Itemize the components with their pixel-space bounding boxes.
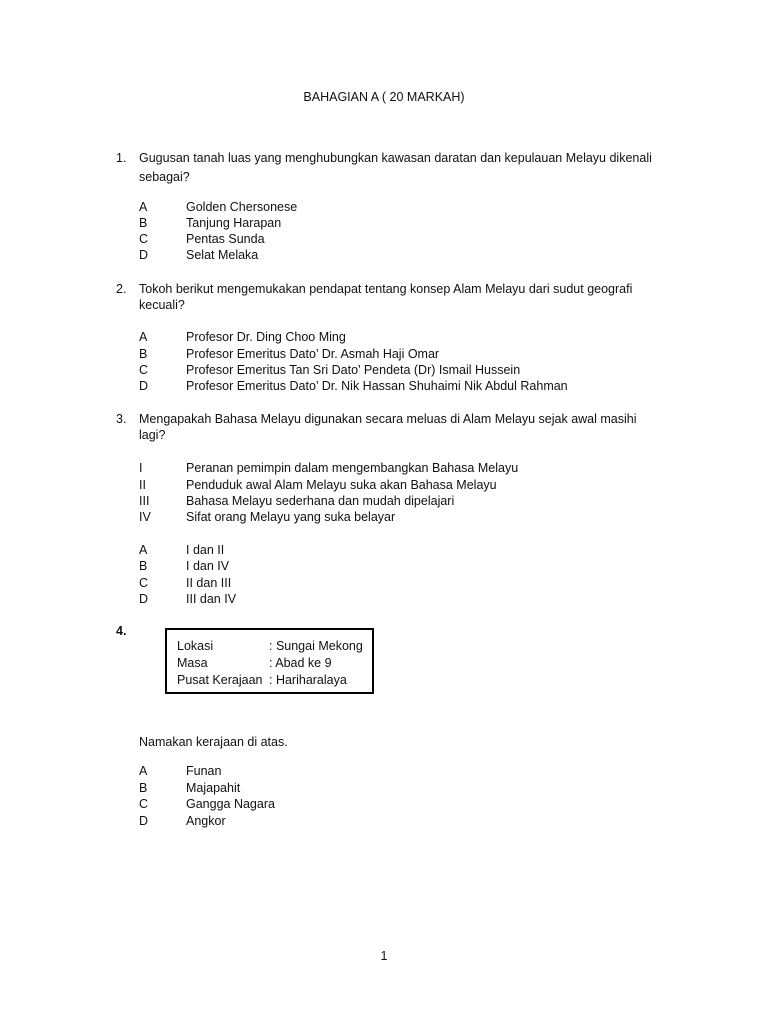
info-label-masa: Masa [177, 656, 208, 670]
question-2-text-line-2: kecuali? [139, 298, 185, 312]
q3-option-c-letter: C [139, 576, 149, 590]
q1-option-a-letter: A [139, 200, 148, 214]
q1-option-b-text: Tanjung Harapan [186, 216, 282, 230]
q1-option-a-text: Golden Chersonese [186, 200, 298, 214]
q3-option-b-text: I dan IV [186, 559, 230, 573]
q2-option-c-text: Profesor Emeritus Tan Sri Dato’ Pendeta (Dr) Ismail Hussein [186, 363, 521, 377]
q2-option-b-text: Profesor Emeritus Dato’ Dr. Asmah Haji Omar [186, 347, 440, 361]
info-value-pusat-kerajaan: : Hariharalaya [269, 673, 347, 687]
q1-option-d-letter: D [139, 248, 149, 262]
q3-statement-iii-text: Bahasa Melayu sederhana dan mudah dipelajari [186, 494, 455, 508]
info-label-lokasi: Lokasi [177, 639, 214, 653]
q3-option-a-text: I dan II [186, 543, 225, 557]
question-3-text-line-1: Mengapakah Bahasa Melayu digunakan secara meluas di Alam Melayu sejak awal masihi [139, 412, 637, 426]
question-2-number: 2. [116, 282, 127, 296]
q1-option-c-text: Pentas Sunda [186, 232, 265, 246]
q3-statement-iii-numeral: III [139, 494, 150, 508]
info-box [165, 628, 374, 694]
info-row-masa [167, 655, 372, 672]
q1-option-d-text: Selat Melaka [186, 248, 259, 262]
q4-option-d-letter: D [139, 814, 149, 828]
question-3-number: 3. [116, 412, 127, 426]
info-row-lokasi [167, 638, 372, 655]
q4-option-b-text: Majapahit [186, 781, 241, 795]
q4-option-b-letter: B [139, 781, 148, 795]
question-1-number: 1. [116, 151, 127, 165]
q2-option-d-text: Profesor Emeritus Dato’ Dr. Nik Hassan Shuhaimi Nik Abdul Rahman [186, 379, 568, 393]
q2-option-a-letter: A [139, 330, 148, 344]
q2-option-d-letter: D [139, 379, 149, 393]
info-value-masa: : Abad ke 9 [269, 656, 332, 670]
q3-statement-iv-text: Sifat orang Melayu yang suka belayar [186, 510, 396, 524]
q3-statement-iv-numeral: IV [139, 510, 151, 524]
q4-option-a-letter: A [139, 764, 148, 778]
question-4-prompt: Namakan kerajaan di atas. [139, 735, 288, 749]
info-row-pusat-kerajaan [167, 672, 372, 689]
question-4-number: 4. [116, 624, 127, 638]
q2-option-a-text: Profesor Dr. Ding Choo Ming [186, 330, 346, 344]
q3-statement-ii-numeral: II [139, 478, 146, 492]
question-1-text-line-1: Gugusan tanah luas yang menghubungkan kawasan daratan dan kepulauan Melayu dikenali [139, 151, 652, 165]
q4-option-c-text: Gangga Nagara [186, 797, 275, 811]
info-value-lokasi: : Sungai Mekong [269, 639, 363, 653]
q2-option-c-letter: C [139, 363, 149, 377]
q4-option-a-text: Funan [186, 764, 222, 778]
q4-option-d-text: Angkor [186, 814, 226, 828]
q3-option-d-letter: D [139, 592, 149, 606]
q3-option-b-letter: B [139, 559, 148, 573]
q3-statement-i-numeral: I [139, 461, 143, 475]
q2-option-b-letter: B [139, 347, 148, 361]
section-title: BAHAGIAN A ( 20 MARKAH) [303, 90, 465, 104]
question-1-text-line-2: sebagai? [139, 170, 190, 184]
q1-option-b-letter: B [139, 216, 148, 230]
q3-statement-i-text: Peranan pemimpin dalam mengembangkan Bahasa Melayu [186, 461, 519, 475]
question-3-text-line-2: lagi? [139, 428, 166, 442]
q4-option-c-letter: C [139, 797, 149, 811]
info-label-pusat-kerajaan: Pusat Kerajaan [177, 673, 263, 687]
q3-statement-ii-text: Penduduk awal Alam Melayu suka akan Bahasa Melayu [186, 478, 497, 492]
q3-option-d-text: III dan IV [186, 592, 237, 606]
q1-option-c-letter: C [139, 232, 149, 246]
question-2-text-line-1: Tokoh berikut mengemukakan pendapat tentang konsep Alam Melayu dari sudut geografi [139, 282, 633, 296]
q3-option-a-letter: A [139, 543, 148, 557]
page-number: 1 [380, 949, 388, 963]
q3-option-c-text: II dan III [186, 576, 232, 590]
